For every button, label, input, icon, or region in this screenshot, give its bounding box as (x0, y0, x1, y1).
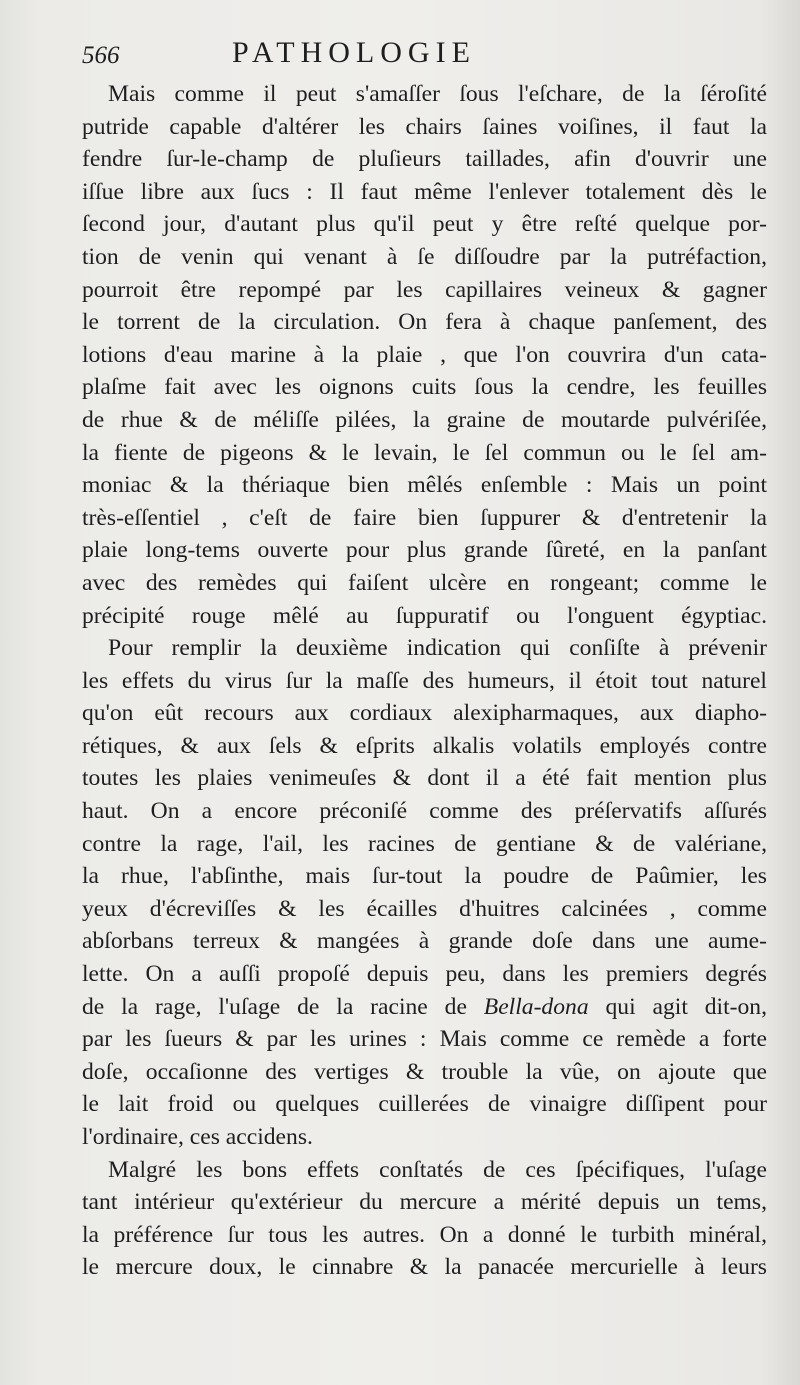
text-line: la préférence ſur tous les autres. On a donné le turbith minéral, (82, 1221, 767, 1248)
text-line: précipité rouge mêlé au ſuppuratif ou l'onguent égyptiac. (82, 602, 767, 629)
text-line: Malgré les bons effets conſtatés de ces ſpécifiques, l'uſage (108, 1156, 767, 1183)
text-line: le mercure doux, le cinnabre & la panacée mercurielle à leurs (82, 1254, 767, 1281)
text-line: de rhue & de méliſſe pilées, la graine de moutarde pulvériſée, (82, 406, 767, 433)
text-line: le lait froid ou quelques cuillerées de vinaigre diſſipent pour (82, 1091, 767, 1118)
text-line: plaie long-tems ouverte pour plus grande ſûreté, en la panſant (82, 537, 767, 564)
text-line: par les ſueurs & par les urines : Mais comme ce remède a forte (82, 1026, 767, 1053)
paragraph-2 (82, 632, 767, 1154)
text-line: yeux d'écreviſſes & les écailles d'huitres calcinées , comme (82, 895, 767, 922)
text-line: l'ordinaire, ces accidens. (82, 1124, 313, 1150)
text-line: pourroit être repompé par les capillaires veineux & gagner (82, 276, 767, 303)
text-line: haut. On a encore préconiſé comme des préſervatifs aſſurés (82, 798, 767, 825)
text-line: la fiente de pigeons & le levain, le ſel commun ou le ſel am- (82, 439, 767, 466)
running-title: PATHOLOGIE (232, 36, 476, 69)
text-line: tant intérieur qu'extérieur du mercure a mérité depuis un tems, (82, 1189, 767, 1216)
text-line: rétiques, & aux ſels & eſprits alkalis volatils employés contre (82, 732, 767, 759)
text-line: ſecond jour, d'autant plus qu'il peut y être reſté quelque por- (82, 211, 767, 238)
text-line: iſſue libre aux ſucs : Il faut même l'enlever totalement dès le (82, 178, 767, 205)
text-line: doſe, occaſionne des vertiges & trouble la vûe, on ajoute que (82, 1058, 767, 1085)
body-text (82, 78, 767, 1284)
text-line: les effets du virus ſur la maſſe des humeurs, il étoit tout naturel (82, 667, 767, 694)
text-line: Mais comme il peut s'amaſſer ſous l'eſchare, de la ſéroſité (108, 81, 767, 107)
text-line: qu'on eût recours aux cordiaux alexipharmaques, aux diapho- (82, 700, 767, 727)
text-line: la rhue, l'abſinthe, mais ſur-tout la poudre de Paûmier, les (82, 863, 767, 890)
text-line: avec des remèdes qui faiſent ulcère en rongeant; comme le (82, 569, 767, 596)
text-line: contre la rage, l'ail, les racines de gentiane & de valériane, (82, 830, 767, 857)
text-line: le torrent de la circulation. On fera à chaque panſement, des (82, 309, 767, 336)
text-line: moniac & la thériaque bien mêlés enſemble : Mais un point (82, 472, 767, 499)
text-line: putride capable d'altérer les chairs ſaines voiſines, il faut la (82, 113, 767, 140)
text-line: de la rage, l'uſage de la racine de Bella-dona qui agit dit-on, (82, 993, 767, 1020)
text-line: lotions d'eau marine à la plaie , que l'on couvrira d'un cata- (82, 341, 767, 368)
paragraph-3 (82, 1154, 767, 1284)
text-line: toutes les plaies venimeuſes & dont il a été fait mention plus (82, 765, 767, 792)
page-number: 566 (82, 42, 120, 69)
text-line: lette. On a auſſi propoſé depuis peu, dans les premiers degrés (82, 961, 767, 988)
text-line: fendre ſur-le-champ de pluſieurs taillades, afin d'ouvrir une (82, 146, 767, 173)
text-line: très-eſſentiel , c'eſt de faire bien ſuppurer & d'entretenir la (82, 504, 767, 531)
text-line: plaſme fait avec les oignons cuits ſous la cendre, les feuilles (82, 374, 767, 401)
page-header (82, 34, 772, 74)
text-line: Pour remplir la deuxième indication qui conſiſte à prévenir (108, 635, 767, 662)
italic-term: Bella-dona (483, 993, 589, 1020)
paragraph-1 (82, 78, 767, 632)
text-line: tion de venin qui venant à ſe diſſoudre par la putréfaction, (82, 243, 767, 270)
text-line: abſorbans terreux & mangées à grande doſe dans une aume- (82, 928, 767, 955)
